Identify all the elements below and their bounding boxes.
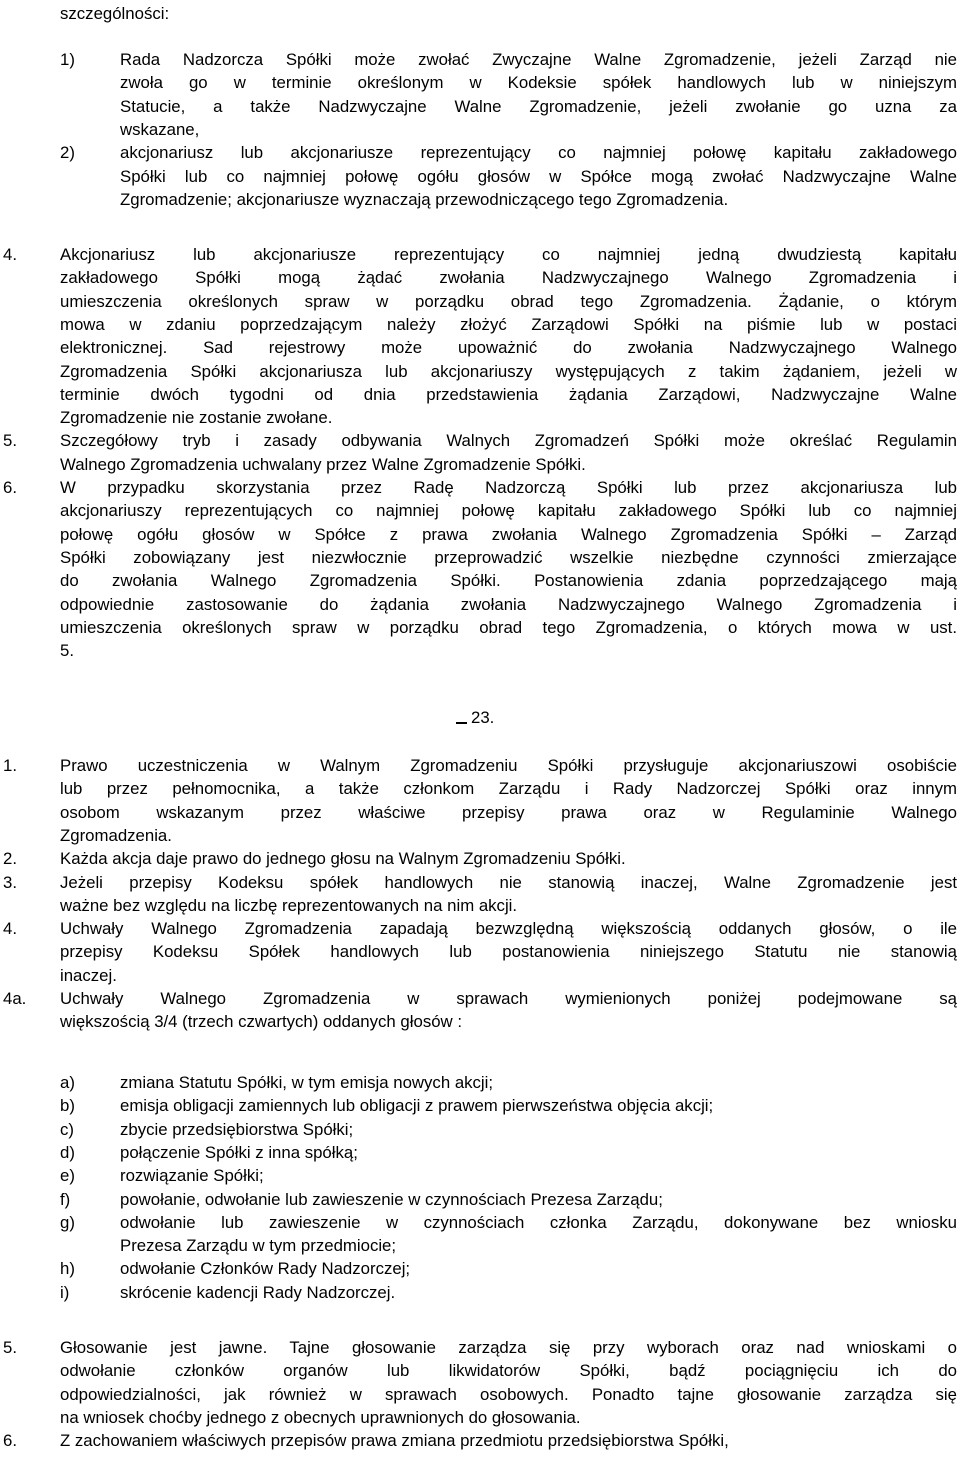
paragraph-number: 1. bbox=[3, 756, 17, 775]
paragraph-text-line: odpowiedzialności, jak również w sprawach osobowych. Ponadto tajne głosowanie zarządza się bbox=[60, 1384, 957, 1404]
paragraph-text-line: Spółki zobowiązany jest niezwłocznie przeprowadzić wszelkie niezbędne czynności zmierzające bbox=[60, 547, 957, 567]
paragraph-text-line: odpowiednie zastosowanie do żądania zwołania Nadzwyczajnego Walnego Zgromadzenia i bbox=[60, 594, 957, 614]
paragraph-text-line: zakładowego Spółki mogą żądać zwołania Nadzwyczajnego Walnego Zgromadzenia i bbox=[60, 268, 957, 288]
intro-text: szczególności: bbox=[60, 4, 170, 23]
list2-item-text-line: odwołanie lub zawieszenie w czynnościach członka Zarządu, dokonywane bez wniosku bbox=[120, 1212, 957, 1232]
list2-item-text-line: połączenie Spółki z inna spółką; bbox=[120, 1142, 358, 1162]
list1-item-text-line: akcjonariusz lub akcjonariusze reprezentujący co najmniej połowę kapitału zakładowego bbox=[120, 143, 957, 163]
paragraph-text-line: Zgromadzenia. bbox=[60, 825, 172, 845]
paragraph-text-line: inaczej. bbox=[60, 965, 117, 985]
paragraph-text-line: ważne bez względu na liczbę reprezentowanych na nim akcji. bbox=[60, 895, 518, 915]
list1-item-text-line: Spółki lub co najmniej połowę ogółu głosów w Spółce mogą zwołać Nadzwyczajne Walne bbox=[120, 166, 957, 186]
section-heading: 23. bbox=[471, 708, 495, 727]
list2-item-number: i) bbox=[60, 1282, 70, 1302]
paragraph-text-line: Uchwały Walnego Zgromadzenia w sprawach wymienionych poniżej podejmowane są bbox=[60, 989, 957, 1008]
paragraph-text-line: Walnego Zgromadzenia uchwalany przez Walne Zgromadzenie Spółki. bbox=[60, 454, 586, 474]
list2-item-number: d) bbox=[60, 1142, 75, 1162]
list2-item-text-line: zbycie przedsiębiorstwa Spółki; bbox=[120, 1119, 354, 1139]
list1-item-text-line: zwoła go w terminie określonym w Kodeksie spółek handlowych lub w niniejszym bbox=[120, 73, 957, 93]
paragraph-text-line: na wniosek choćby jednego z obecnych uprawnionych do głosowania. bbox=[60, 1407, 581, 1427]
paragraph-text-line: umieszczenia określonych spraw w porządku obrad tego Zgromadzenia. Żądanie, o którym bbox=[60, 291, 957, 311]
list1-item-number: 2) bbox=[60, 143, 75, 163]
paragraph-text-line: odwołanie członków organów lub likwidatorów Spółki, bądź pociągnięciu ich do bbox=[60, 1361, 957, 1381]
list2-item-text-line: zmiana Statutu Spółki, w tym emisja nowych akcji; bbox=[120, 1073, 494, 1092]
paragraph-number: 5. bbox=[3, 431, 17, 451]
paragraph-text-line: W przypadku skorzystania przez Radę Nadzorczą Spółki lub przez akcjonariusza lub bbox=[60, 478, 957, 497]
paragraph-text-line: Z zachowaniem właściwych przepisów prawa zmiana przedmiotu przedsiębiorstwa Spółki, bbox=[60, 1431, 729, 1451]
paragraph-text-line: Jeżeli przepisy Kodeksu spółek handlowych nie stanowią inaczej, Walne Zgromadzenie jest bbox=[60, 872, 957, 892]
paragraph-text-line: przepisy Kodeksu Spółek handlowych lub postanowienia niniejszego Statutu nie stanowią bbox=[60, 942, 957, 962]
list2-item-text-line: odwołanie Członków Rady Nadzorczej; bbox=[120, 1259, 411, 1279]
paragraph-number: 4. bbox=[3, 919, 17, 939]
list2-item-number: h) bbox=[60, 1259, 75, 1279]
list1-item-text-line: Rada Nadzorcza Spółki może zwołać Zwyczajne Walne Zgromadzenie, jeżeli Zarząd nie bbox=[120, 50, 957, 69]
list1-item-text-line: Zgromadzenie; akcjonariusze wyznaczają przewodniczącego tego Zgromadzenia. bbox=[120, 189, 729, 209]
paragraph-text-line: Prawo uczestniczenia w Walnym Zgromadzeniu Spółki przysługuje akcjonariuszowi osobiście bbox=[60, 756, 957, 775]
paragraph-number: 2. bbox=[3, 849, 17, 869]
paragraph-text-line: elektronicznej. Sad rejestrowy może upoważnić do zwołania Nadzwyczajnego Walnego bbox=[60, 338, 957, 358]
paragraph-number: 3. bbox=[3, 872, 17, 892]
section-mark-icon bbox=[456, 722, 467, 724]
paragraph-text-line: 5. bbox=[60, 641, 74, 661]
list2-item-text-line: powołanie, odwołanie lub zawieszenie w czynnościach Prezesa Zarządu; bbox=[120, 1189, 663, 1209]
paragraph-text-line: terminie dwóch tygodni od dnia przedstawienia żądania Zarządowi, Nadzwyczajne Walne bbox=[60, 384, 957, 404]
paragraph-text-line: Zgromadzenia Spółki akcjonariusza lub akcjonariuszy występujących z takim żądaniem, jeżeli w bbox=[60, 361, 957, 381]
list2-item-number: b) bbox=[60, 1096, 75, 1116]
list2-item-text-line: emisja obligacji zamiennych lub obligacji z prawem pierwszeństwa objęcia akcji; bbox=[120, 1096, 714, 1116]
list2-item-number: c) bbox=[60, 1119, 74, 1139]
paragraph-text-line: Akcjonariusz lub akcjonariusze reprezentujący co najmniej jedną dwudziestą kapitału bbox=[60, 245, 957, 264]
paragraph-number: 4. bbox=[3, 245, 17, 264]
list1-item-text-line: Statucie, a także Nadzwyczajne Walne Zgromadzenie, jeżeli zwołanie go uzna za bbox=[120, 96, 957, 116]
list2-item-number: g) bbox=[60, 1212, 75, 1232]
list2-item-text-line: rozwiązanie Spółki; bbox=[120, 1166, 264, 1186]
list2-item-number: a) bbox=[60, 1073, 75, 1092]
paragraph-text-line: mowa w zdaniu poprzedzającym należy złożyć Zarządowi Spółki na piśmie lub w postaci bbox=[60, 314, 957, 334]
paragraph-number: 4a. bbox=[3, 989, 27, 1008]
paragraph-text-line: osobom wskazanym przez właściwe przepisy prawa oraz w Regulaminie Walnego bbox=[60, 802, 957, 822]
list2-item-number: f) bbox=[60, 1189, 71, 1209]
paragraph-text-line: umieszczenia określonych spraw w porządku obrad tego Zgromadzenia, o których mowa w ust. bbox=[60, 617, 957, 637]
paragraph-number: 6. bbox=[3, 1431, 17, 1451]
paragraph-text-line: Zgromadzenie nie zostanie zwołane. bbox=[60, 408, 333, 428]
paragraph-text-line: połowę ogółu głosów w Spółce z prawa zwołania Walnego Zgromadzenia Spółki – Zarząd bbox=[60, 524, 957, 544]
list1-item-number: 1) bbox=[60, 50, 75, 69]
paragraph-text-line: do zwołania Walnego Zgromadzenia Spółki. Postanowienia zdania poprzedzającego mają bbox=[60, 571, 957, 591]
paragraph-text-line: akcjonariuszy reprezentujących co najmniej połowę kapitału zakładowego Spółki lub co najmniej bbox=[60, 501, 957, 521]
paragraph-text-line: większością 3/4 (trzech czwartych) oddanych głosów : bbox=[60, 1012, 462, 1032]
list2-item-number: e) bbox=[60, 1166, 75, 1186]
list1-item-text-line: wskazane, bbox=[120, 119, 200, 139]
list2-item-text-line: skrócenie kadencji Rady Nadzorczej. bbox=[120, 1282, 396, 1302]
paragraph-number: 6. bbox=[3, 478, 17, 497]
paragraph-text-line: lub przez pełnomocnika, a także członkom Zarządu i Rady Nadzorczej Spółki oraz innym bbox=[60, 779, 957, 799]
paragraph-number: 5. bbox=[3, 1338, 17, 1357]
paragraph-text-line: Głosowanie jest jawne. Tajne głosowanie zarządza się przy wyborach oraz nad wnioskami o bbox=[60, 1338, 957, 1357]
paragraph-text-line: Szczegółowy tryb i zasady odbywania Walnych Zgromadzeń Spółki może określać Regulamin bbox=[60, 431, 957, 451]
paragraph-text-line: Uchwały Walnego Zgromadzenia zapadają bezwzględną większością oddanych głosów, o ile bbox=[60, 919, 957, 939]
paragraph-text-line: Każda akcja daje prawo do jednego głosu na Walnym Zgromadzeniu Spółki. bbox=[60, 849, 626, 869]
list2-item-text-line: Prezesa Zarządu w tym przedmiocie; bbox=[120, 1236, 397, 1256]
